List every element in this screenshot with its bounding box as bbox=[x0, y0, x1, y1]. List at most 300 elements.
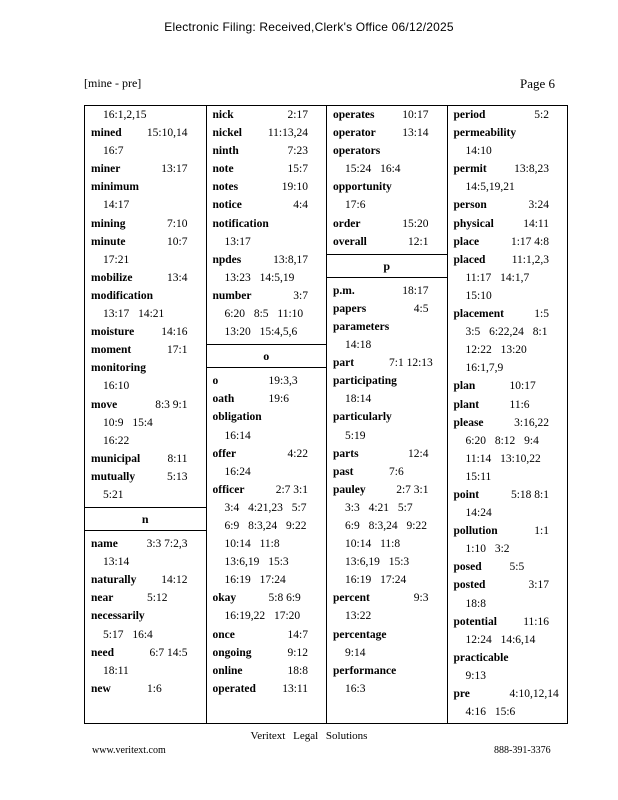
index-continuation bbox=[207, 607, 327, 625]
page-line-refs: 16:19,22 17:20 bbox=[224, 610, 301, 623]
index-entry bbox=[327, 178, 447, 196]
index-word: notice bbox=[212, 199, 242, 212]
page-line-refs: 16:19 17:24 bbox=[345, 574, 407, 587]
index-word: note bbox=[212, 163, 234, 176]
index-entry bbox=[448, 558, 568, 576]
page-line-refs: 12:4 bbox=[408, 447, 429, 460]
index-continuation bbox=[448, 142, 568, 160]
page-line-refs: 10:7 bbox=[167, 235, 188, 248]
index-word: placed bbox=[453, 253, 486, 266]
page-line-refs: 13:11 bbox=[282, 682, 308, 695]
index-word: okay bbox=[212, 592, 237, 605]
index-word: point bbox=[453, 488, 480, 501]
index-entry bbox=[207, 178, 327, 196]
page-line-refs: 15:24 16:4 bbox=[345, 163, 401, 176]
page-line-refs: 12:24 14:6,14 bbox=[465, 633, 536, 646]
index-word: percent bbox=[333, 592, 370, 605]
index-entry bbox=[207, 390, 327, 408]
page-line-refs: 13:8,23 bbox=[514, 163, 549, 176]
index-column-2 bbox=[206, 106, 327, 723]
index-entry bbox=[448, 251, 568, 269]
page-line-refs: 18:14 bbox=[345, 393, 372, 406]
page-line-refs: 13:8,17 bbox=[273, 253, 308, 266]
index-word: miner bbox=[91, 163, 121, 176]
index-word: parts bbox=[333, 447, 359, 460]
index-entry bbox=[448, 215, 568, 233]
filing-header: Electronic Filing: Received,Clerk's Office 06/12/2025 bbox=[164, 20, 454, 34]
page-line-refs: 13:6,19 15:3 bbox=[224, 556, 289, 569]
page-line-refs: 10:17 bbox=[509, 380, 536, 393]
index-word: nickel bbox=[212, 127, 242, 140]
index-continuation bbox=[327, 644, 447, 662]
index-entry bbox=[327, 318, 447, 336]
page-line-refs: 1:17 4:8 bbox=[510, 235, 549, 248]
index-entry bbox=[207, 124, 327, 142]
page-line-refs: 4:5 bbox=[413, 302, 429, 315]
index-continuation bbox=[448, 504, 568, 522]
index-word: particularly bbox=[333, 411, 392, 424]
page-line-refs: 16:22 bbox=[103, 434, 130, 447]
index-entry bbox=[85, 323, 206, 341]
page-line-refs: 16:14 bbox=[224, 429, 251, 442]
page-line-refs: 4:16 15:6 bbox=[465, 706, 516, 719]
index-entry bbox=[207, 160, 327, 178]
index-continuation bbox=[207, 427, 327, 445]
page-line-refs: 16:19 17:24 bbox=[224, 574, 286, 587]
index-entry bbox=[327, 463, 447, 481]
index-continuation bbox=[327, 571, 447, 589]
index-entry bbox=[327, 124, 447, 142]
index-word: moisture bbox=[91, 326, 135, 339]
index-continuation bbox=[85, 142, 206, 160]
page-line-refs: 6:20 8:5 11:10 bbox=[224, 308, 304, 321]
page-line-refs: 11:1,2,3 bbox=[511, 253, 549, 266]
index-word: move bbox=[91, 398, 118, 411]
index-continuation bbox=[448, 667, 568, 685]
index-continuation bbox=[327, 607, 447, 625]
page-line-refs: 11:14 13:10,22 bbox=[465, 452, 541, 465]
page-line-refs: 11:16 bbox=[523, 615, 549, 628]
index-column-3 bbox=[326, 106, 447, 723]
index-continuation bbox=[85, 106, 206, 124]
page-line-refs: 3:24 bbox=[528, 199, 549, 212]
index-word: potential bbox=[453, 615, 497, 628]
page-line-refs: 12:22 13:20 bbox=[465, 344, 527, 357]
index-word: physical bbox=[453, 217, 494, 230]
index-continuation bbox=[207, 305, 327, 323]
page-line-refs: 3:17 bbox=[528, 579, 549, 592]
index-continuation bbox=[207, 269, 327, 287]
page-line-refs: 3:4 4:21,23 5:7 bbox=[224, 501, 307, 514]
page-line-refs: 4:4 bbox=[293, 199, 308, 212]
index-word: parameters bbox=[333, 320, 390, 333]
index-entry bbox=[207, 481, 327, 499]
index-continuation bbox=[327, 680, 447, 698]
index-entry bbox=[207, 142, 327, 160]
page-line-refs: 14:24 bbox=[465, 507, 492, 520]
page-line-refs: 6:7 14:5 bbox=[149, 646, 188, 659]
page-line-refs: 16:1,2,15 bbox=[103, 109, 147, 121]
index-word: notes bbox=[212, 181, 239, 194]
index-continuation bbox=[448, 468, 568, 486]
index-continuation bbox=[207, 499, 327, 517]
page-line-refs: 10:17 bbox=[402, 109, 429, 121]
page-line-refs: 9:12 bbox=[287, 646, 308, 659]
page-line-refs: 18:8 bbox=[465, 597, 486, 610]
page-line-refs: 13:17 bbox=[161, 163, 188, 176]
page-line-refs: 2:7 3:1 bbox=[396, 483, 429, 496]
page-line-refs: 16:1,7,9 bbox=[465, 362, 504, 375]
index-word: new bbox=[91, 682, 111, 695]
page-line-refs: 15:10,14 bbox=[146, 127, 188, 140]
index-word: place bbox=[453, 235, 480, 248]
page-line-refs: 13:20 15:4,5,6 bbox=[224, 326, 298, 339]
index-word: mining bbox=[91, 217, 126, 230]
index-word: plant bbox=[453, 398, 480, 411]
index-continuation bbox=[207, 553, 327, 571]
index-entry bbox=[327, 354, 447, 372]
index-word: permeability bbox=[453, 127, 517, 140]
index-word: once bbox=[212, 628, 235, 641]
page-line-refs: 13:14 bbox=[402, 127, 429, 140]
word-index-table bbox=[84, 105, 568, 724]
index-word: modification bbox=[91, 289, 153, 302]
page-line-refs: 13:17 14:21 bbox=[103, 308, 165, 321]
page-line-refs: 19:3,3 bbox=[268, 375, 298, 388]
page-line-refs: 15:10 bbox=[465, 289, 492, 302]
index-entry bbox=[207, 408, 327, 426]
index-continuation bbox=[327, 336, 447, 354]
index-entry bbox=[207, 589, 327, 607]
page-line-refs: 14:18 bbox=[345, 339, 372, 352]
index-continuation bbox=[448, 287, 568, 305]
index-continuation bbox=[85, 626, 206, 644]
index-continuation bbox=[327, 390, 447, 408]
index-word: papers bbox=[333, 302, 367, 315]
index-entry bbox=[448, 106, 568, 124]
page-number: Page 6 bbox=[520, 76, 556, 91]
index-word: officer bbox=[212, 483, 245, 496]
index-word: please bbox=[453, 416, 484, 429]
index-entry bbox=[85, 589, 206, 607]
index-word: mutually bbox=[91, 470, 136, 483]
index-continuation bbox=[85, 377, 206, 395]
index-entry bbox=[85, 644, 206, 662]
index-continuation bbox=[85, 662, 206, 680]
index-entry bbox=[327, 481, 447, 499]
index-entry bbox=[207, 662, 327, 680]
page-line-refs: 1:5 bbox=[534, 308, 549, 321]
page-line-refs: 17:1 bbox=[167, 344, 188, 357]
index-word: pollution bbox=[453, 525, 498, 538]
index-continuation bbox=[448, 341, 568, 359]
index-word: o bbox=[212, 375, 219, 388]
index-continuation bbox=[448, 323, 568, 341]
index-continuation bbox=[207, 517, 327, 535]
page-line-refs: 3:7 bbox=[293, 289, 308, 302]
index-word: period bbox=[453, 109, 486, 121]
index-word: number bbox=[212, 289, 252, 302]
index-continuation bbox=[448, 595, 568, 613]
index-word: percentage bbox=[333, 628, 387, 641]
index-word: mined bbox=[91, 127, 122, 140]
page-line-refs: 9:13 bbox=[465, 669, 486, 682]
page-line-refs: 3:16,22 bbox=[514, 416, 549, 429]
index-word: part bbox=[333, 357, 355, 370]
index-entry bbox=[207, 215, 327, 233]
index-word: pre bbox=[453, 688, 470, 700]
index-entry bbox=[327, 626, 447, 644]
page-line-refs: 14:10 bbox=[465, 145, 492, 158]
index-entry bbox=[327, 408, 447, 426]
index-word: operated bbox=[212, 682, 256, 695]
page-line-refs: 1:1 bbox=[534, 525, 549, 538]
index-word: operators bbox=[333, 145, 381, 158]
index-word: opportunity bbox=[333, 181, 392, 194]
page-line-refs: 15:7 bbox=[287, 163, 308, 176]
index-entry bbox=[448, 649, 568, 667]
footer-company: Veritext Legal Solutions bbox=[250, 730, 368, 742]
index-word: moment bbox=[91, 344, 132, 357]
page-line-refs: 7:10 bbox=[167, 217, 188, 230]
index-entry bbox=[85, 269, 206, 287]
page-line-refs: 3:3 4:21 5:7 bbox=[345, 501, 413, 514]
page-line-refs: 5:21 bbox=[103, 488, 124, 501]
index-entry bbox=[85, 178, 206, 196]
page-line-refs: 5:13 bbox=[167, 470, 188, 483]
page-line-refs: 6:9 8:3,24 9:22 bbox=[345, 519, 427, 532]
index-word: obligation bbox=[212, 411, 262, 424]
page-line-refs: 11:17 14:1,7 bbox=[465, 271, 530, 284]
index-entry bbox=[85, 680, 206, 698]
page-line-refs: 3:5 6:22,24 8:1 bbox=[465, 326, 548, 339]
page-line-refs: 14:5,19,21 bbox=[465, 181, 515, 194]
index-entry bbox=[448, 486, 568, 504]
index-entry bbox=[327, 372, 447, 390]
index-entry bbox=[85, 359, 206, 377]
index-entry bbox=[85, 233, 206, 251]
page-line-refs: 2:7 3:1 bbox=[275, 483, 308, 496]
index-continuation bbox=[85, 553, 206, 571]
index-range: [mine - pre] bbox=[84, 76, 142, 90]
index-entry bbox=[85, 450, 206, 468]
index-entry bbox=[448, 685, 568, 703]
index-entry bbox=[207, 196, 327, 214]
page-line-refs: 13:23 14:5,19 bbox=[224, 271, 295, 284]
index-continuation bbox=[85, 432, 206, 450]
index-word: pauley bbox=[333, 483, 366, 496]
index-entry bbox=[85, 341, 206, 359]
index-word: operator bbox=[333, 127, 376, 140]
page-line-refs: 5:5 bbox=[509, 561, 525, 574]
section-letter: n bbox=[85, 507, 206, 531]
section-letter: o bbox=[207, 344, 327, 368]
index-entry bbox=[85, 160, 206, 178]
index-word: p.m. bbox=[333, 284, 355, 297]
page-line-refs: 15:11 bbox=[465, 470, 492, 483]
index-word: past bbox=[333, 465, 354, 478]
page-line-refs: 13:17 bbox=[224, 235, 251, 248]
index-word: monitoring bbox=[91, 362, 146, 375]
index-entry bbox=[448, 305, 568, 323]
page-line-refs: 9:3 bbox=[413, 592, 429, 605]
page-line-refs: 16:7 bbox=[103, 145, 124, 158]
index-entry bbox=[327, 589, 447, 607]
index-entry bbox=[85, 124, 206, 142]
page-line-refs: 14:12 bbox=[161, 574, 188, 587]
page-line-refs: 5:19 bbox=[345, 429, 366, 442]
index-continuation bbox=[327, 427, 447, 445]
page-line-refs: 13:22 bbox=[345, 610, 372, 623]
index-continuation bbox=[85, 251, 206, 269]
index-continuation bbox=[207, 463, 327, 481]
index-word: online bbox=[212, 664, 243, 677]
index-continuation bbox=[448, 450, 568, 468]
index-word: order bbox=[333, 217, 361, 230]
page-line-refs: 8:11 bbox=[167, 452, 188, 465]
index-continuation bbox=[85, 305, 206, 323]
page-line-refs: 18:8 bbox=[287, 664, 308, 677]
page-line-refs: 16:24 bbox=[224, 465, 251, 478]
page-line-refs: 14:17 bbox=[103, 199, 130, 212]
index-entry bbox=[448, 233, 568, 251]
page-line-refs: 4:10,12,14 bbox=[509, 688, 559, 700]
index-entry bbox=[448, 377, 568, 395]
index-continuation bbox=[85, 486, 206, 504]
index-entry bbox=[327, 300, 447, 318]
index-entry bbox=[207, 372, 327, 390]
index-continuation bbox=[448, 432, 568, 450]
page-line-refs: 5:18 8:1 bbox=[510, 488, 549, 501]
page-line-refs: 14:16 bbox=[161, 326, 188, 339]
index-word: notification bbox=[212, 217, 269, 230]
index-entry bbox=[85, 607, 206, 625]
index-word: nick bbox=[212, 109, 234, 121]
page-line-refs: 8:3 9:1 bbox=[155, 398, 188, 411]
index-continuation bbox=[327, 499, 447, 517]
index-continuation bbox=[327, 196, 447, 214]
index-continuation bbox=[448, 631, 568, 649]
page-line-refs: 11:6 bbox=[509, 398, 530, 411]
index-continuation bbox=[448, 269, 568, 287]
index-word: minimum bbox=[91, 181, 139, 194]
index-word: posted bbox=[453, 579, 486, 592]
page-line-refs: 4:22 bbox=[287, 447, 308, 460]
footer-website: www.veritext.com bbox=[92, 745, 166, 756]
page-line-refs: 2:17 bbox=[287, 109, 308, 121]
index-word: npdes bbox=[212, 253, 242, 266]
index-entry bbox=[85, 287, 206, 305]
page-line-refs: 5:2 bbox=[534, 109, 549, 121]
index-column-1 bbox=[85, 106, 206, 723]
index-entry bbox=[85, 396, 206, 414]
index-word: performance bbox=[333, 664, 397, 677]
page-line-refs: 17:6 bbox=[345, 199, 366, 212]
index-entry bbox=[327, 662, 447, 680]
page-line-refs: 13:4 bbox=[167, 271, 188, 284]
index-continuation bbox=[448, 178, 568, 196]
page-line-refs: 18:11 bbox=[103, 664, 129, 677]
index-word: offer bbox=[212, 447, 237, 460]
index-entry bbox=[85, 215, 206, 233]
index-entry bbox=[448, 613, 568, 631]
index-word: overall bbox=[333, 235, 367, 248]
index-entry bbox=[448, 576, 568, 594]
index-entry bbox=[327, 445, 447, 463]
index-entry bbox=[207, 445, 327, 463]
index-entry bbox=[207, 680, 327, 698]
index-word: placement bbox=[453, 308, 504, 321]
page-line-refs: 14:7 bbox=[287, 628, 308, 641]
page-line-refs: 5:17 16:4 bbox=[103, 628, 153, 641]
page-line-refs: 5:12 bbox=[147, 592, 168, 605]
page-line-refs: 13:14 bbox=[103, 556, 130, 569]
page-line-refs: 11:13,24 bbox=[267, 127, 308, 140]
index-entry bbox=[327, 142, 447, 160]
index-word: minute bbox=[91, 235, 126, 248]
index-continuation bbox=[327, 553, 447, 571]
page-line-refs: 9:14 bbox=[345, 646, 366, 659]
index-continuation bbox=[85, 414, 206, 432]
index-continuation bbox=[448, 540, 568, 558]
index-word: practicable bbox=[453, 651, 509, 664]
index-column-4 bbox=[447, 106, 568, 723]
page-line-refs: 16:3 bbox=[345, 682, 366, 695]
index-word: operates bbox=[333, 109, 375, 121]
page-line-refs: 14:11 bbox=[523, 217, 549, 230]
page-line-refs: 13:6,19 15:3 bbox=[345, 556, 410, 569]
index-continuation bbox=[327, 517, 447, 535]
section-letter: p bbox=[327, 254, 447, 278]
index-continuation bbox=[448, 359, 568, 377]
page-line-refs: 6:20 8:12 9:4 bbox=[465, 434, 539, 447]
index-word: permit bbox=[453, 163, 487, 176]
index-entry bbox=[327, 282, 447, 300]
index-word: need bbox=[91, 646, 114, 659]
page-line-refs: 10:14 11:8 bbox=[224, 538, 280, 551]
index-word: person bbox=[453, 199, 487, 212]
page-line-refs: 19:6 bbox=[268, 393, 289, 406]
page-line-refs: 10:9 15:4 bbox=[103, 416, 153, 429]
index-word: naturally bbox=[91, 574, 137, 587]
index-word: ongoing bbox=[212, 646, 252, 659]
index-continuation bbox=[327, 535, 447, 553]
index-word: near bbox=[91, 592, 114, 605]
page-line-refs: 1:10 3:2 bbox=[465, 543, 510, 556]
index-continuation bbox=[207, 323, 327, 341]
index-word: necessarily bbox=[91, 610, 145, 623]
index-word: oath bbox=[212, 393, 235, 406]
index-entry bbox=[207, 251, 327, 269]
page-line-refs: 5:8 6:9 bbox=[268, 592, 301, 605]
page-line-refs: 10:14 11:8 bbox=[345, 538, 401, 551]
index-continuation bbox=[448, 703, 568, 721]
page-line-refs: 7:1 12:13 bbox=[389, 357, 433, 370]
index-entry bbox=[207, 287, 327, 305]
page-line-refs: 19:10 bbox=[281, 181, 308, 194]
index-continuation bbox=[207, 571, 327, 589]
index-entry bbox=[448, 522, 568, 540]
index-entry bbox=[448, 124, 568, 142]
page-line-refs: 18:17 bbox=[402, 284, 429, 297]
index-entry bbox=[207, 106, 327, 124]
page-line-refs: 6:9 8:3,24 9:22 bbox=[224, 519, 307, 532]
page-line-refs: 15:20 bbox=[402, 217, 429, 230]
index-word: ninth bbox=[212, 145, 239, 158]
page-line-refs: 16:10 bbox=[103, 380, 130, 393]
index-continuation bbox=[85, 196, 206, 214]
page-line-refs: 1:6 bbox=[147, 682, 162, 695]
